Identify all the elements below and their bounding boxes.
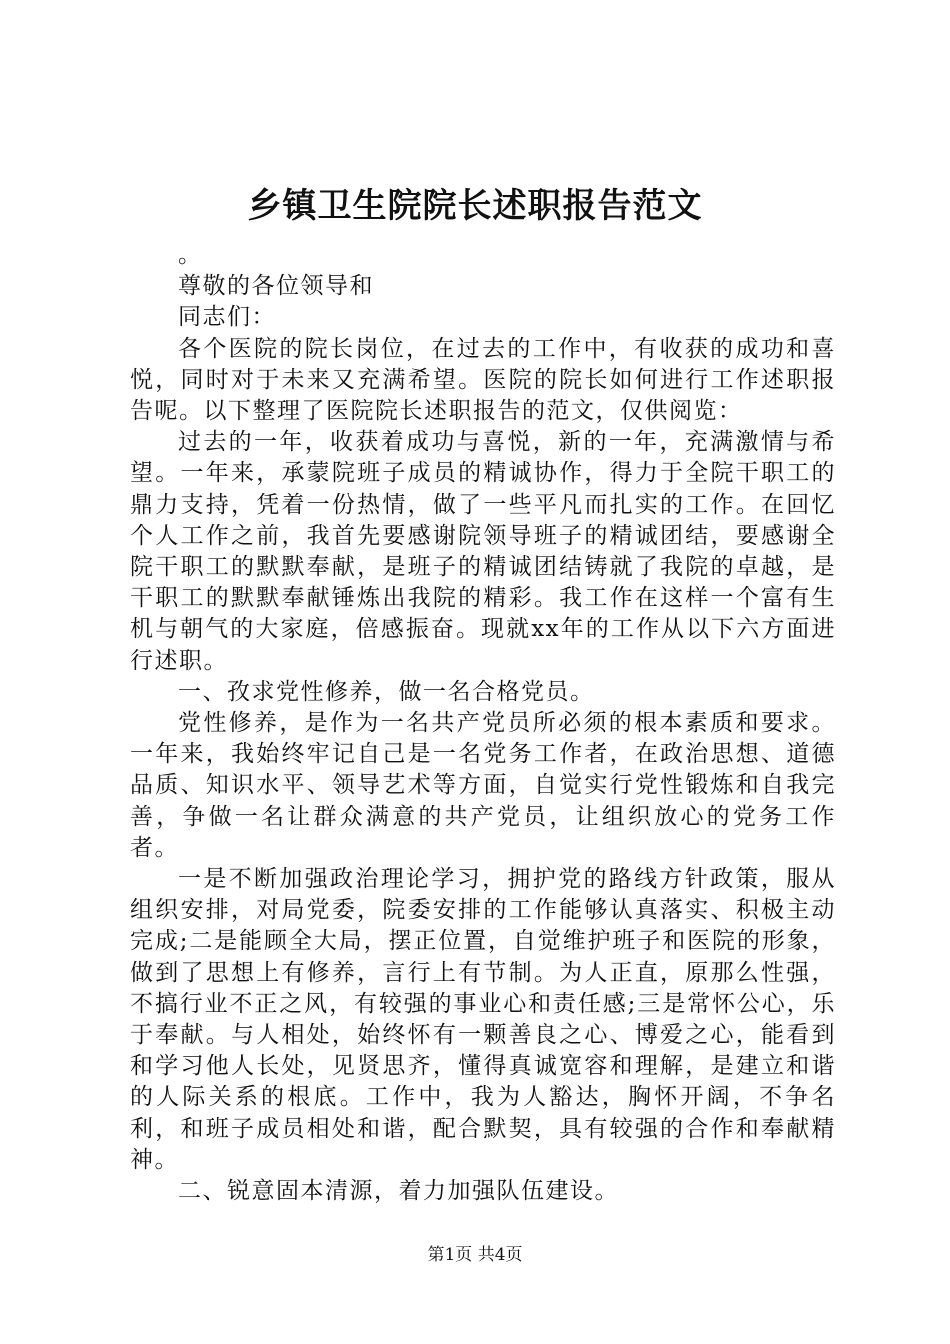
salutation-line-1: 尊敬的各位领导和 xyxy=(178,273,374,300)
document-body xyxy=(130,240,836,1207)
section-heading-2: 二、锐意固本清源，着力加强队伍建设。 xyxy=(178,1178,619,1205)
paragraph-party: 党性修养，是作为一名共产党员所必须的根本素质和要求。一年来，我始终牢记自己是一名党务工作者，在政治思想、道德品质、知识水平、领导艺术等方面，自觉实行党性锻炼和自我完善，争做一名让群众满意的共产党员，让组织放心的党务工作者。 xyxy=(130,710,836,861)
document-title: 乡镇卫生院院长述职报告范文 xyxy=(247,186,703,226)
page-footer: 第1页 共4页 xyxy=(427,1245,523,1265)
paragraph-details: 一是不断加强政治理论学习，拥护党的路线方针政策，服从组织安排，对局党委，院委安排的工作能够认真落实、积极主动完成;二是能顾全大局，摆正位置，自觉维护班子和医院的形象，做到了思想上有修养，言行上有节制。为人正直，原那么性强，不搞行业不正之风，有较强的事业心和责任感;三是常怀公心，乐于奉献。与人相处，始终怀有一颗善良之心、博爱之心，能看到和学习他人长处，见贤思齐，懂得真诚宽容和理解，是建立和谐的人际关系的根底。工作中，我为人豁达，胸怀开阔，不争名利，和班子成员相处和谐，配合默契，具有较强的合作和奉献精神。 xyxy=(130,866,836,1173)
section-heading-1: 一、孜求党性修养，做一名合格党员。 xyxy=(178,678,595,705)
paragraph-intro: 各个医院的院长岗位，在过去的工作中，有收获的成功和喜悦，同时对于未来又充满希望。医院的院长如何进行工作述职报告呢。以下整理了医院院长述职报告的范文，仅供阅览： xyxy=(130,335,836,425)
paragraph-review: 过去的一年，收获着成功与喜悦，新的一年，充满激情与希望。一年来，承蒙院班子成员的精诚协作，得力于全院干职工的鼎力支持，凭着一份热情，做了一些平凡而扎实的工作。在回忆个人工作之前，我首先要感谢院领导班子的精诚团结，要感谢全院干职工的默默奉献，是班子的精诚团结铸就了我院的卓越，是干职工的默默奉献锤炼出我院的精彩。我工作在这样一个富有生机与朝气的大家庭，倍感振奋。现就xx年的工作从以下六方面进行述职。 xyxy=(130,429,836,674)
salutation-line-2: 同志们： xyxy=(178,304,276,331)
paragraph-mark: 。 xyxy=(178,242,203,268)
